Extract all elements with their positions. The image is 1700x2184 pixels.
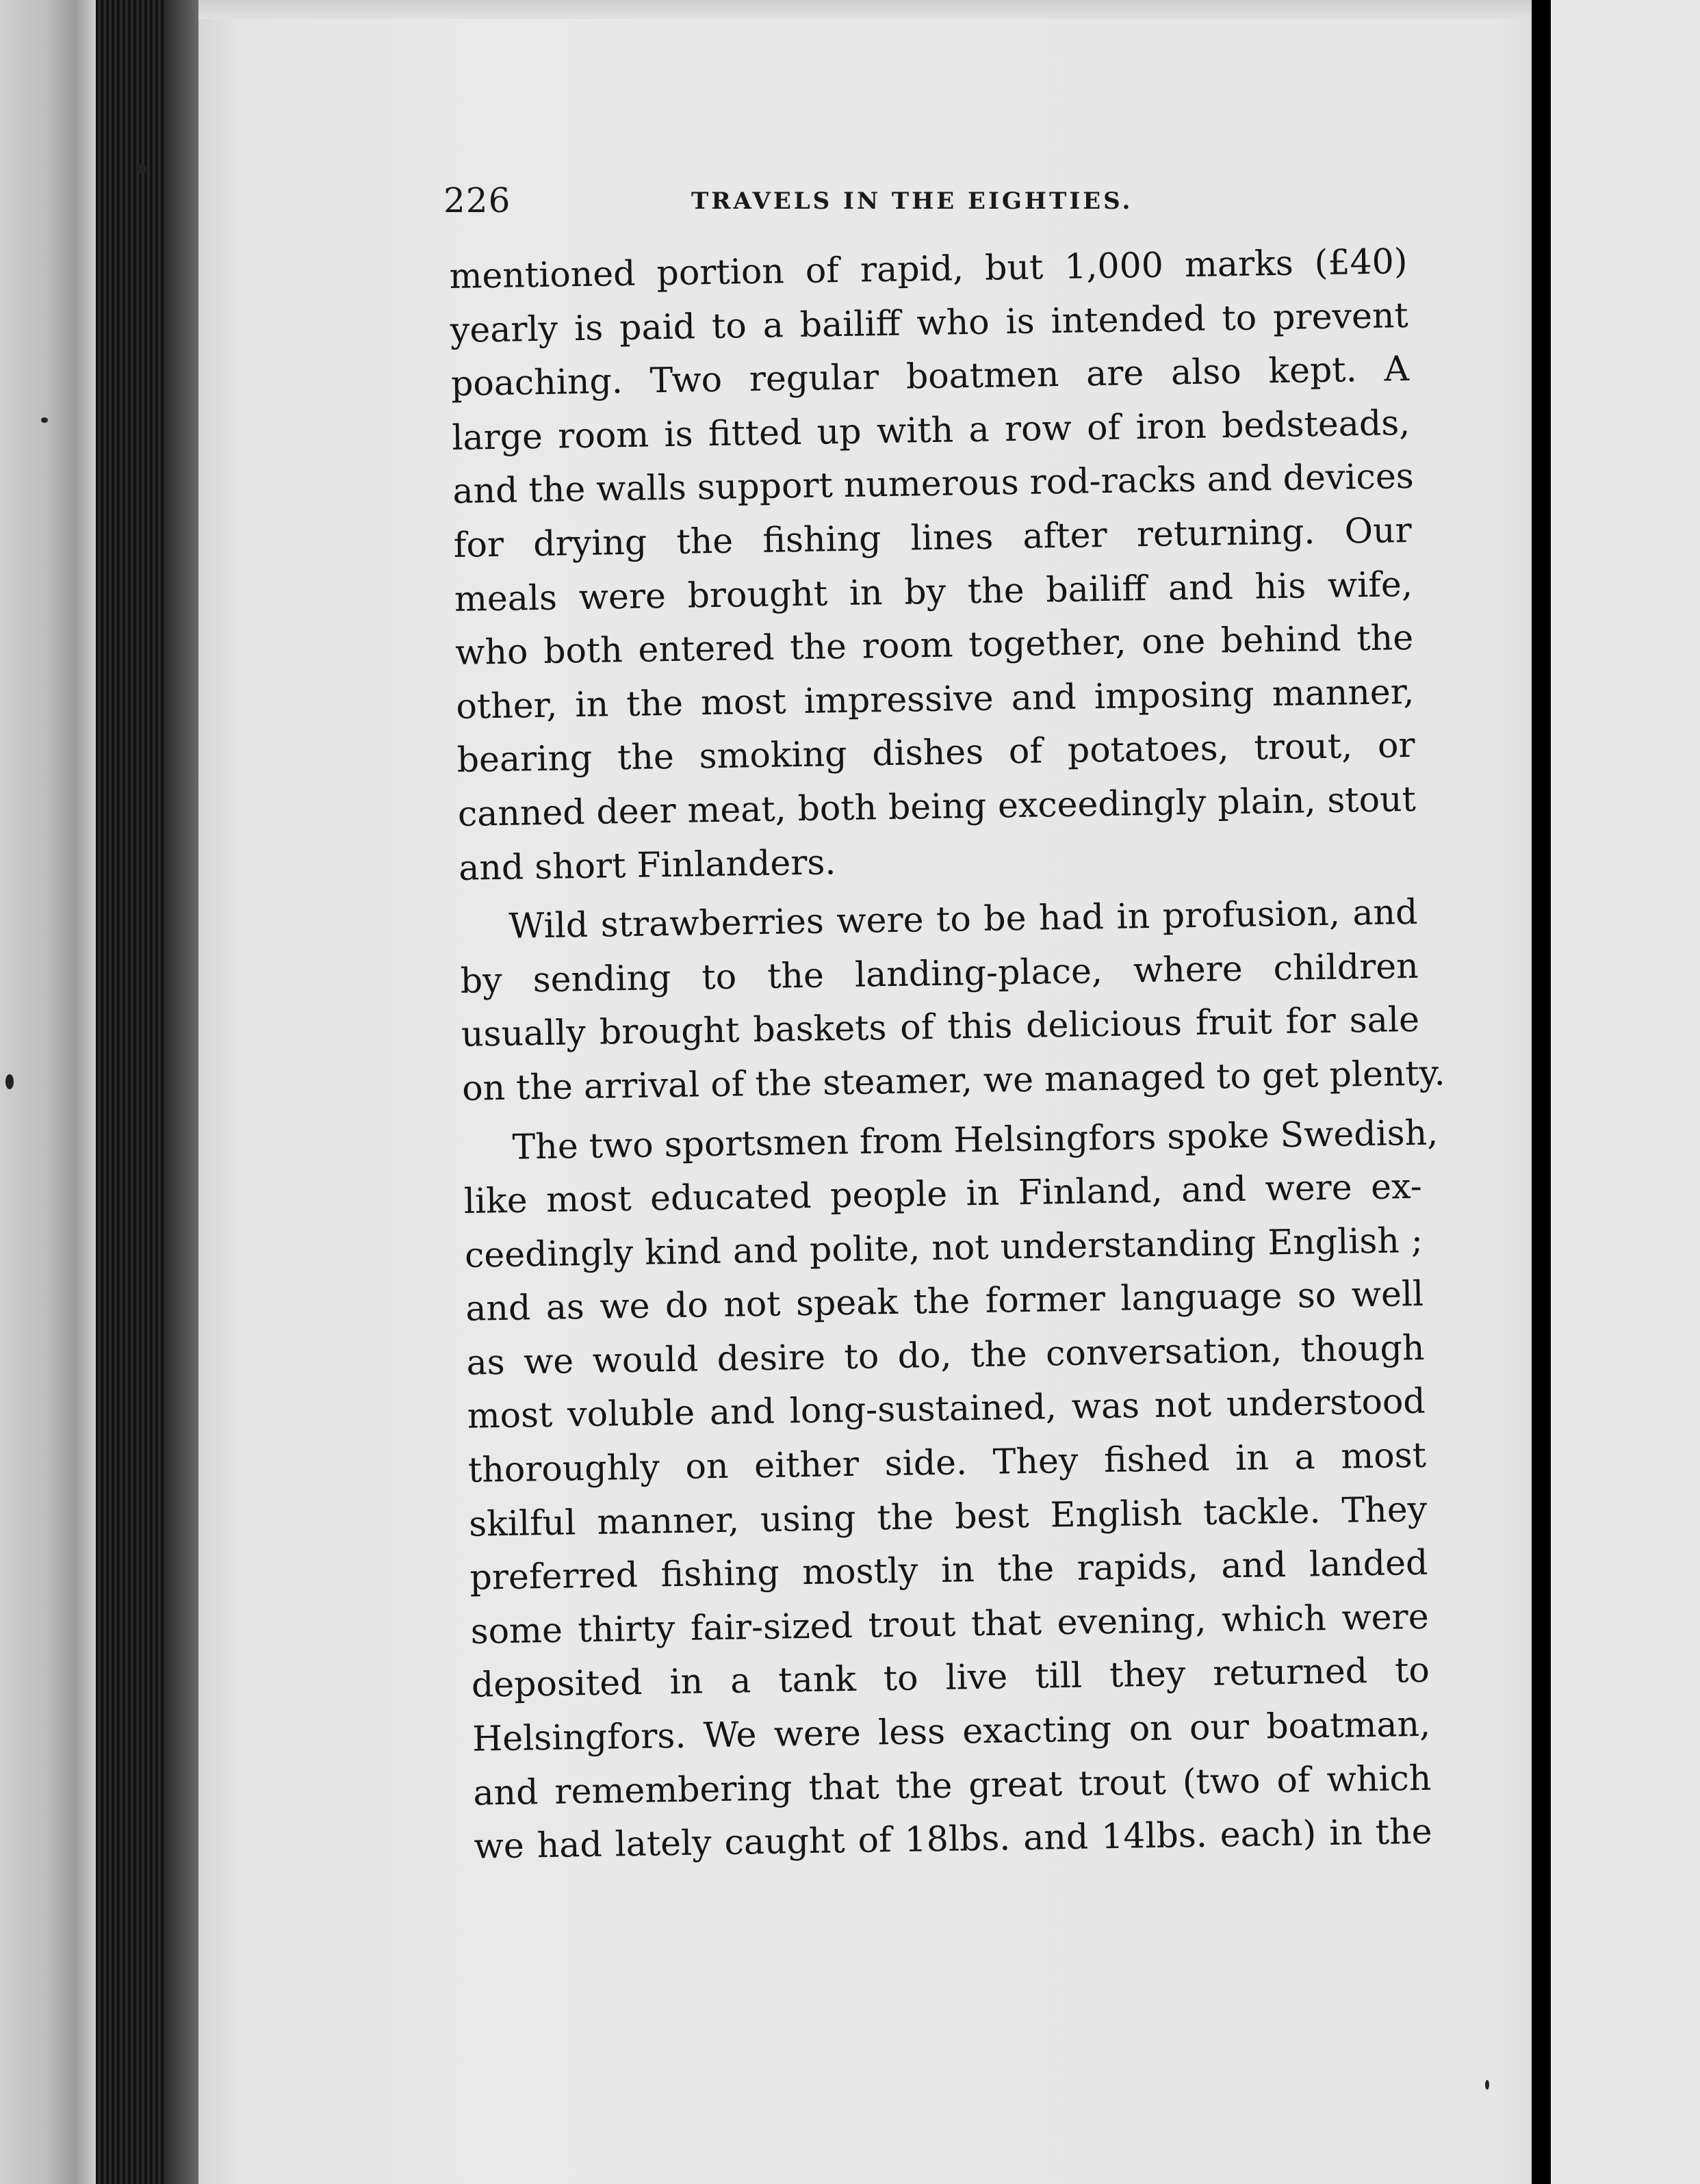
text-line: who both entered the room together, one behind the (454, 617, 1414, 673)
text-line: yearly is paid to a bailiff who is intended to prevent (450, 294, 1409, 350)
paragraph-3 (463, 1106, 1439, 1873)
text-line: meals were brought in by the bailiff and his wife, (454, 563, 1413, 619)
paragraph-2 (459, 885, 1445, 1115)
text-line: as we would desire to do, the conversation, though (466, 1327, 1425, 1383)
text-line: ceedingly kind and polite, not understanding English ; (464, 1219, 1424, 1275)
text-line: The two sportsmen from Helsingfors spoke Swedish, (512, 1111, 1439, 1167)
scan-left-margin (0, 0, 96, 2184)
book-spine-edge (164, 0, 198, 2184)
running-head: TRAVELS IN THE EIGHTIES. (691, 187, 1133, 215)
scan-speck (41, 417, 48, 423)
text-line: like most educated people in Finland, and were ex- (463, 1165, 1423, 1221)
text-line: for drying the fishing lines after returning. Our (453, 509, 1413, 565)
text-line: large room is fitted up with a row of iron bedsteads, (451, 402, 1411, 458)
text-line: on the arrival of the steamer, we managed to get plenty. (461, 1052, 1445, 1108)
text-line: poaching. Two regular boatmen are also kept. A (450, 348, 1410, 404)
text-line: Helsingfors. We were less exacting on our boatman, (472, 1703, 1431, 1759)
text-line: canned deer meat, both being exceedingly plain, stout (457, 778, 1417, 834)
scan-speck (137, 164, 146, 174)
text-line: we had lately caught of 18lbs. and 14lbs. each) in the (474, 1810, 1432, 1867)
text-line: skilful manner, using the best English tackle. They (468, 1488, 1428, 1544)
text-line: and the walls support numerous rod-racks and devices (452, 456, 1415, 512)
text-line: and short Finlanders. (458, 841, 836, 888)
text-line: mentioned portion of rapid, but 1,000 marks (£40) (449, 241, 1408, 296)
next-page-edge (1551, 0, 1700, 2184)
scan-speck (5, 1074, 14, 1089)
scan-top-margin (198, 0, 1533, 19)
text-line: Wild strawberries were to be had in profusion, and (508, 892, 1418, 946)
text-line: most voluble and long-sustained, was not understood (467, 1381, 1426, 1437)
paragraph-1 (449, 235, 1421, 895)
text-line: other, in the most impressive and imposing manner, (456, 671, 1415, 727)
text-line: deposited in a tank to live till they returned to (471, 1650, 1430, 1706)
text-line: and as we do not speak the former language so well (465, 1273, 1424, 1329)
text-line: usually brought baskets of this delicious fruit for sale (461, 999, 1420, 1055)
text-line: bearing the smoking dishes of potatoes, trout, or (456, 725, 1416, 781)
text-line: preferred fishing mostly in the rapids, and landed (469, 1542, 1428, 1598)
text-line: some thirty fair-sized trout that evening, which were (470, 1596, 1430, 1652)
text-line: thoroughly on either side. They fished in a most (467, 1434, 1427, 1490)
scan-speck (1485, 2080, 1489, 2090)
body-text (449, 235, 1445, 1874)
page-gutter-right (1532, 0, 1551, 2184)
text-line: by sending to the landing-place, where children (460, 945, 1419, 1001)
page-header (443, 181, 1169, 229)
page-number: 226 (443, 181, 511, 220)
text-line: and remembering that the great trout (two of which (472, 1757, 1432, 1813)
